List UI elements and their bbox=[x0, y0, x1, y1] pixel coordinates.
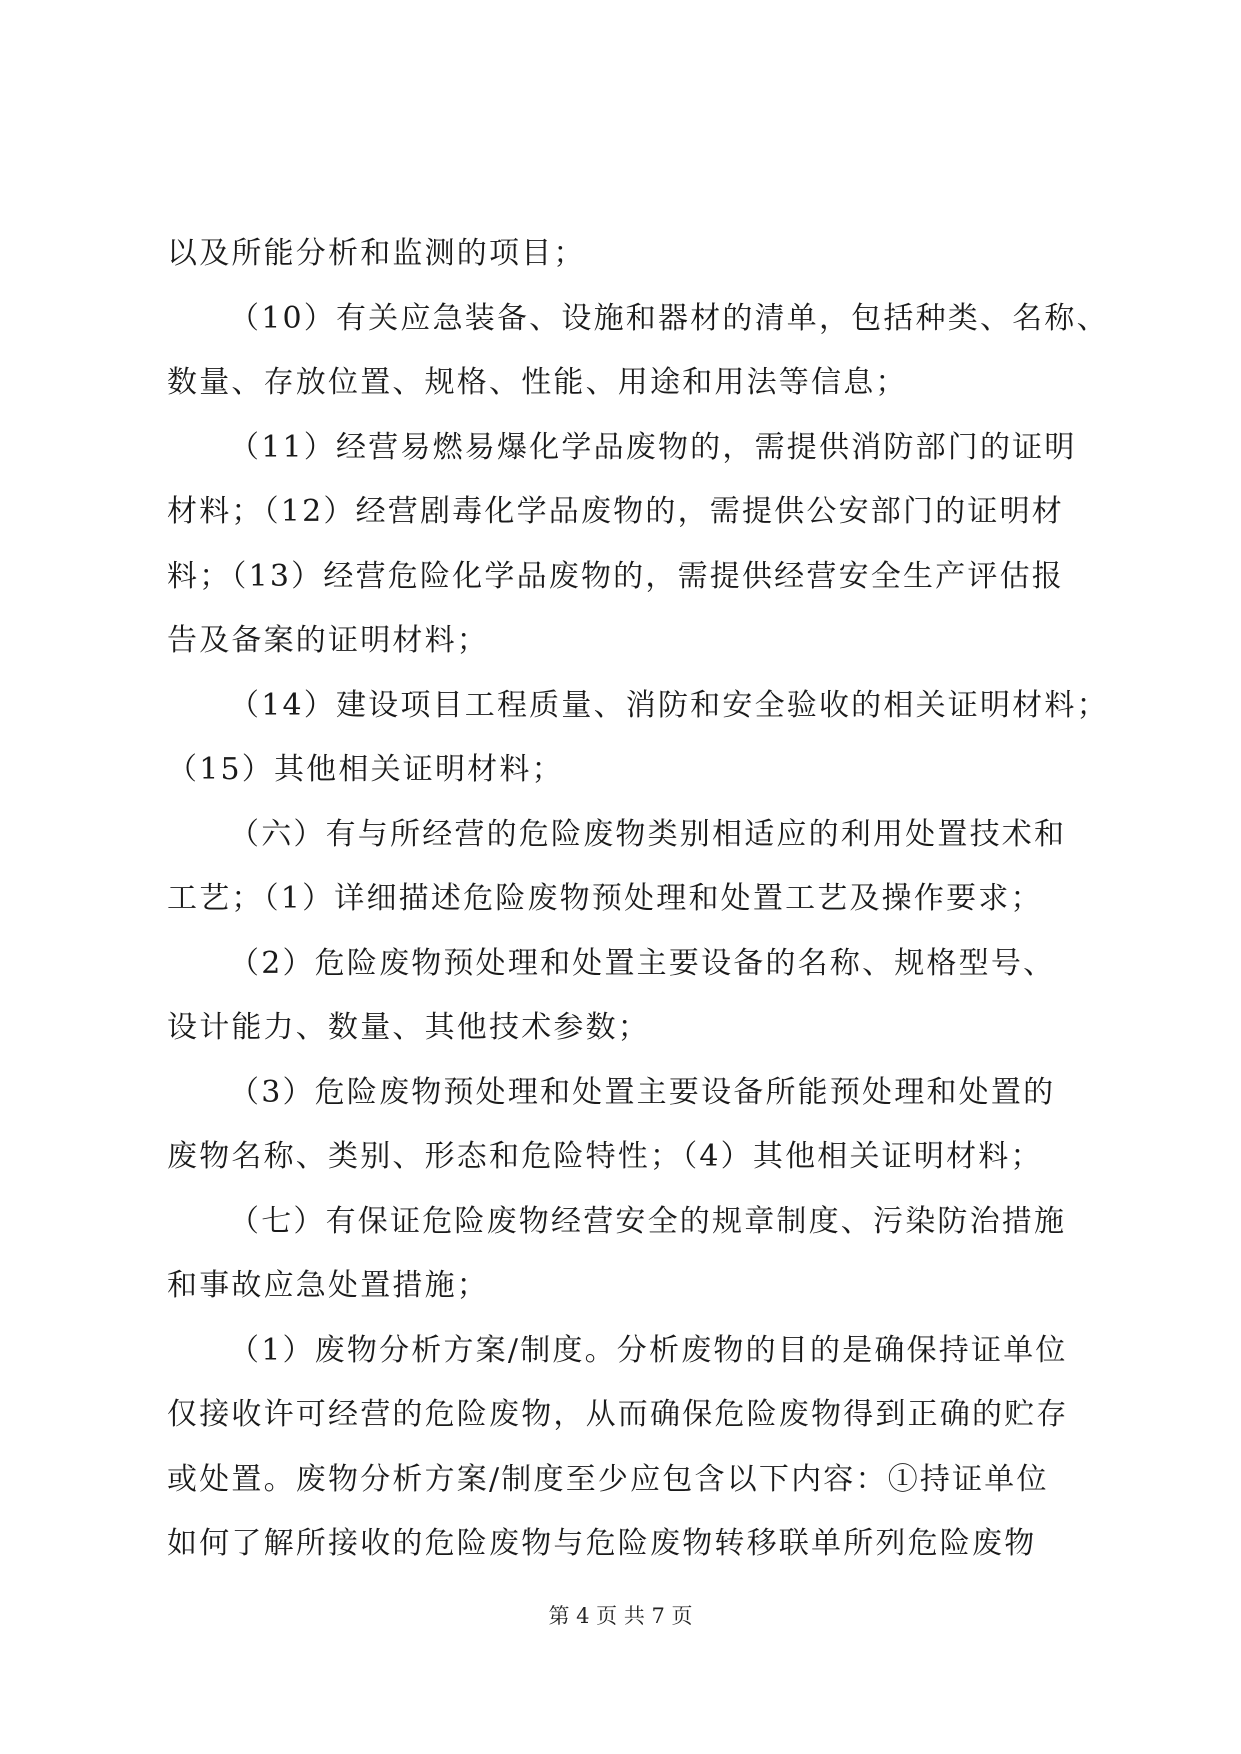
text-line: （11）经营易燃易爆化学品废物的，需提供消防部门的证明 bbox=[229, 429, 1077, 465]
text-line: 和事故应急处置措施； bbox=[167, 1268, 489, 1303]
text-line: 材料；（12）经营剧毒化学品废物的，需提供公安部门的证明材 bbox=[167, 494, 1064, 529]
text-line: （六）有与所经营的危险废物类别相适应的利用处置技术和 bbox=[229, 816, 1067, 852]
text-line: （1）废物分析方案/制度。分析废物的目的是确保持证单位 bbox=[229, 1332, 1068, 1368]
text-line: 仅接收许可经营的危险废物，从而确保危险废物得到正确的贮存 bbox=[167, 1397, 1069, 1432]
text-line: 料；（13）经营危险化学品废物的，需提供经营安全生产评估报 bbox=[167, 558, 1064, 594]
text-line: （14）建设项目工程质量、消防和安全验收的相关证明材料； bbox=[229, 687, 1109, 723]
document-body bbox=[167, 222, 1109, 1577]
text-line: （七）有保证危险废物经营安全的规章制度、污染防治措施 bbox=[229, 1203, 1067, 1239]
text-line: （10）有关应急装备、设施和器材的清单，包括种类、名称、 bbox=[229, 300, 1109, 336]
text-line: 工艺；（1）详细描述危险废物预处理和处置工艺及操作要求； bbox=[167, 881, 1043, 916]
text-line: 告及备案的证明材料； bbox=[167, 623, 489, 658]
text-line: 或处置。废物分析方案/制度至少应包含以下内容：①持证单位 bbox=[167, 1461, 1049, 1497]
page-number-footer: 第 4 页 共 7 页 bbox=[548, 1604, 693, 1628]
text-line: 设计能力、数量、其他技术参数； bbox=[167, 1010, 650, 1045]
text-line: 以及所能分析和监测的项目； bbox=[167, 236, 586, 271]
text-line: （15）其他相关证明材料； bbox=[167, 752, 564, 787]
text-line: 数量、存放位置、规格、性能、用途和用法等信息； bbox=[167, 365, 908, 400]
text-line: 如何了解所接收的危险废物与危险废物转移联单所列危险废物 bbox=[167, 1526, 1037, 1561]
text-line: （3）危险废物预处理和处置主要设备所能预处理和处置的 bbox=[229, 1074, 1056, 1110]
text-line: 废物名称、类别、形态和危险特性；（4）其他相关证明材料； bbox=[167, 1139, 1043, 1174]
text-line: （2）危险废物预处理和处置主要设备的名称、规格型号、 bbox=[229, 945, 1056, 981]
